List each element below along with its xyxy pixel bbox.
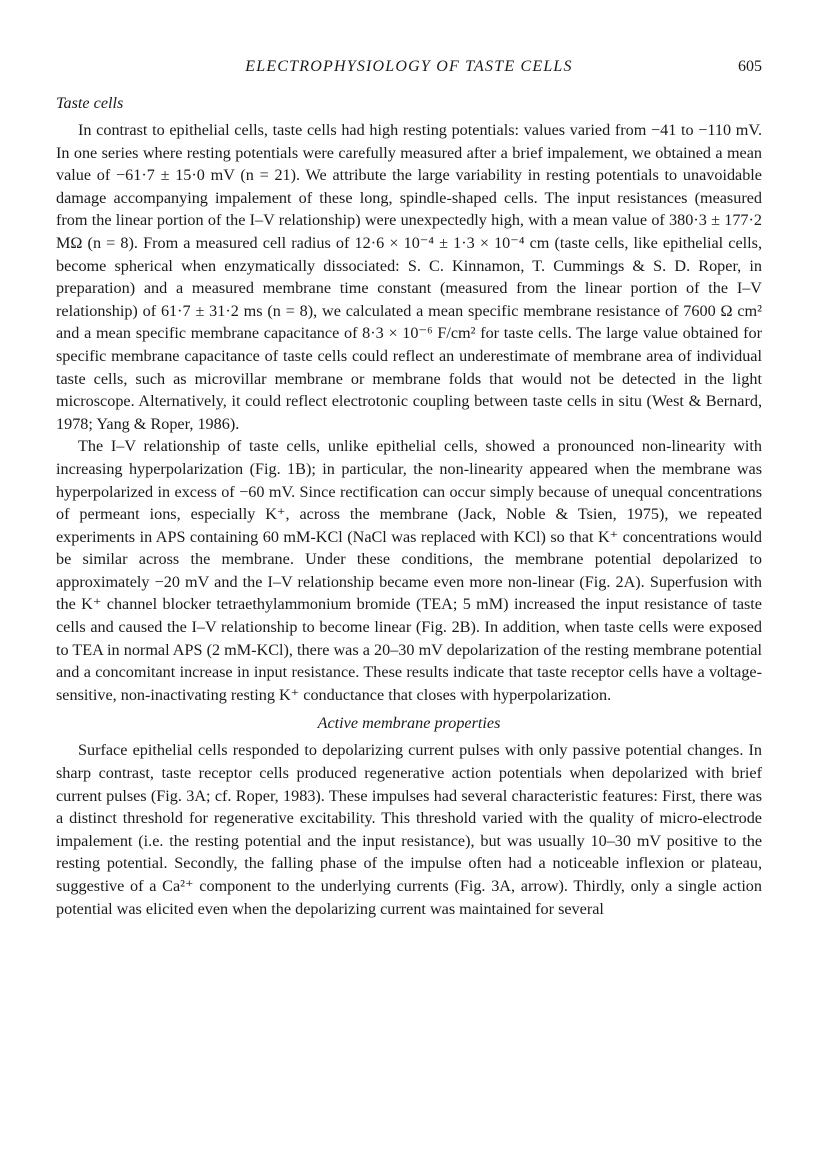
page-number: 605 — [738, 58, 762, 75]
paragraph: The I–V relationship of taste cells, unlike epithelial cells, showed a pronounced non-linearity with increasing hyperpolarization (Fig. 1B); in particular, the non-linearity appeared when the membrane was hyperpolarized in excess of −60 mV. Since rectification can occur simply because of unequal concentrations of permeant ions, especially K⁺, across the membrane (Jack, Noble & Tsien, 1975), we repeated experiments in APS containing 60 mM-KCl (NaCl was replaced with KCl) so that K⁺ concentrations would be similar across the membrane. Under these conditions, the membrane potential depolarized to approximately −20 mV and the I–V relationship became even more non-linear (Fig. 2A). Superfusion with the K⁺ channel blocker tetraethylammonium bromide (TEA; 5 mM) increased the input resistance of taste cells and caused the I–V relationship to become linear (Fig. 2B). In addition, when taste cells were exposed to TEA in normal APS (2 mM-KCl), there was a 20–30 mV depolarization of the resting membrane potential and a concomitant increase in input resistance. These results indicate that taste receptor cells have a voltage-sensitive, non-inactivating resting K⁺ conductance that closes with hyperpolarization. — [56, 437, 762, 704]
page-header — [56, 58, 762, 86]
paragraph: Surface epithelial cells responded to depolarizing current pulses with only passive potential changes. In sharp contrast, taste receptor cells produced regenerative action potentials when depolarized with brief current pulses (Fig. 3A; cf. Roper, 1983). These impulses had several characteristic features: First, there was a distinct threshold for regenerative excitability. This threshold varied with the quality of micro-electrode impalement (i.e. the resting potential and the input resistance), but was usually 10–30 mV positive to the resting potential. Secondly, the falling phase of the impulse often had a noticeable inflexion or plateau, suggestive of a Ca²⁺ component to the underlying currents (Fig. 3A, arrow). Thirdly, only a single action potential was elicited even when the depolarizing current was maintained for several — [56, 741, 762, 918]
section-heading-active-membrane: Active membrane properties — [317, 714, 501, 733]
paragraph: In contrast to epithelial cells, taste cells had high resting potentials: values varied from −41 to −110 mV. In one series where resting potentials were carefully measured after a brief impalement, we obtained a mean value of −61·7 ± 15·0 mV (n = 21). We attribute the large variability in resting potentials to unavoidable damage accompanying impalement of these long, spindle-shaped cells. The input resistances (measured from the linear portion of the I–V relationship) were unexpectedly high, with a mean value of 380·3 ± 177·2 MΩ (n = 8). From a measured cell radius of 12·6 × 10⁻⁴ ± 1·3 × 10⁻⁴ cm (taste cells, like epithelial cells, become spherical when enzymatically dissociated: S. C. Kinnamon, T. Cummings & S. D. Roper, in preparation) and a measured membrane time constant (measured from the linear portion of the I–V relationship) of 61·7 ± 31·2 ms (n = 8), we calculated a mean specific membrane resistance of 7600 Ω cm² and a mean specific membrane capacitance of 8·3 × 10⁻⁶ F/cm² for taste cells. The large value obtained for specific membrane capacitance of taste cells could reflect an underestimate of membrane area of individual taste cells, such as microvillar membrane or membrane folds that would not be detected in the light microscope. Alternatively, it could reflect electrotonic coupling between taste cells in situ (West & Bernard, 1978; Yang & Roper, 1986). — [56, 121, 762, 433]
section-heading-taste-cells: Taste cells — [56, 94, 124, 112]
journal-page — [56, 58, 762, 920]
running-title: ELECTROPHYSIOLOGY OF TASTE CELLS — [245, 58, 573, 75]
